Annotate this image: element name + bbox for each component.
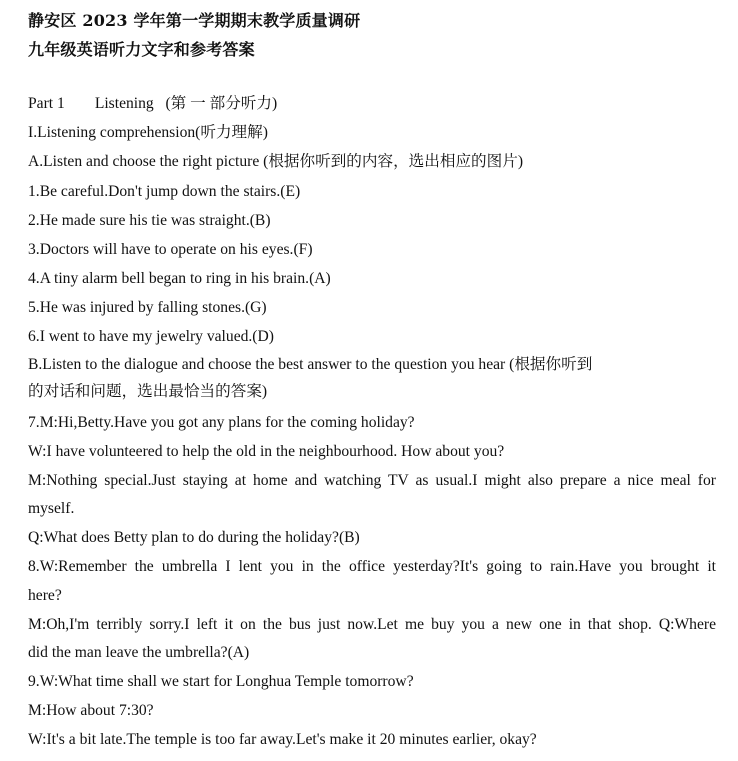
dialogue-line-cont: myself. [28,500,75,517]
document-title: 静安区 2023 学年第一学期期末教学质量调研 [28,11,361,30]
section-heading-B: B.Listen to the dialogue and choose the best answer to the question you hear (根据你听到 [28,356,593,373]
part-name-cn: (第 一 部分听力) [165,95,278,112]
dialogue-line: M:How about 7:30? [28,702,154,719]
section-heading-A: A.Listen and choose the right picture (根据你听到的内容，选出相应的图片) [28,153,524,170]
dialogue-line: W:It's a bit late.The temple is too far away.Let's make it 20 minutes earlier, okay? [28,731,537,748]
dialogue-line: 8.W:Remember the umbrella I lent you in the office yesterday?It's going to rain.Have you brought it [28,558,716,575]
section-heading-B-cont: 的对话和问题，选出最恰当的答案) [28,383,268,400]
question-2: 2.He made sure his tie was straight.(B) [28,212,271,229]
section-heading-I: I.Listening comprehension(听力理解) [28,124,268,141]
part-number: Part 1 [28,95,65,112]
part-name: Listening [94,95,154,112]
dialogue-line: W:I have volunteered to help the old in the neighbourhood. How about you? [28,443,505,460]
document-subtitle: 九年级英语听力文字和参考答案 [28,40,255,59]
question-6: 6.I went to have my jewelry valued.(D) [28,328,274,345]
question-1: 1.Be careful.Don't jump down the stairs.(E) [28,183,301,200]
question-3: 3.Doctors will have to operate on his eyes.(F) [28,241,313,258]
question-line: did the man leave the umbrella?(A) [28,644,250,661]
question-line: Q:What does Betty plan to do during the holiday?(B) [28,529,360,546]
dialogue-line-cont: here? [28,587,62,604]
question-5: 5.He was injured by falling stones.(G) [28,299,267,316]
dialogue-line: M:Oh,I'm terribly sorry.I left it on the bus just now.Let me buy you a new one in that shop. Q:Where [28,616,716,633]
dialogue-line: M:Nothing special.Just staying at home and watching TV as usual.I might also prepare a nice meal for [28,472,716,489]
dialogue-line: 9.W:What time shall we start for Longhua Temple tomorrow? [28,673,414,690]
dialogue-line: 7.M:Hi,Betty.Have you got any plans for the coming holiday? [28,414,415,431]
part-heading [28,94,716,114]
question-4: 4.A tiny alarm bell began to ring in his brain.(A) [28,270,331,287]
